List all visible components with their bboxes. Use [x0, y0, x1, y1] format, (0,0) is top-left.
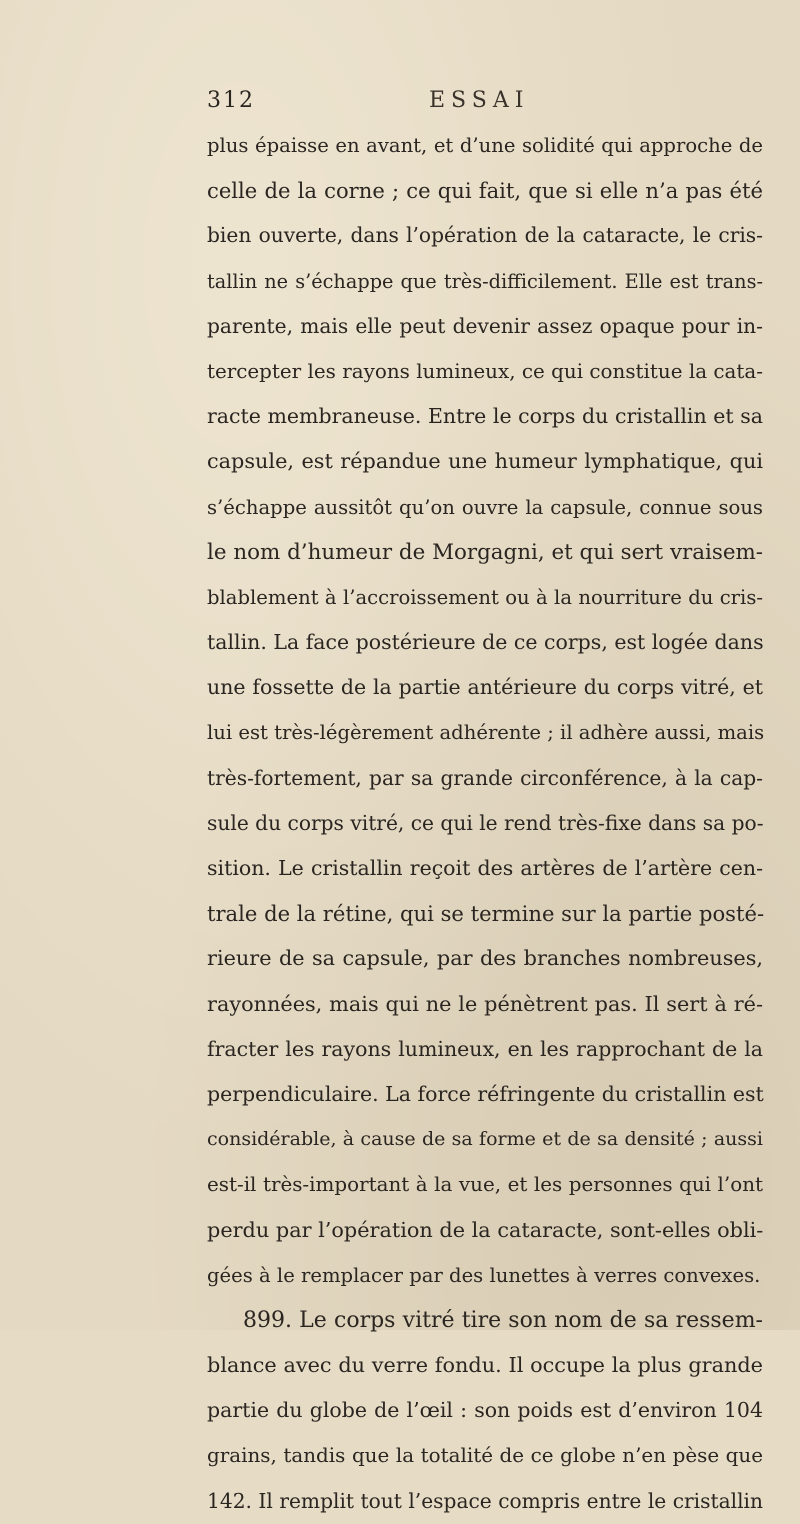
text-line: rieure de sa capsule, par des branches nombreuses,	[207, 946, 763, 971]
text-line: perdu par l’opération de la cataracte, sont-elles obli-	[207, 1217, 764, 1242]
text-line: bien ouverte, dans l’opération de la cataracte, le cris-	[207, 223, 763, 248]
text-line: sule du corps vitré, ce qui le rend très-fixe dans sa po-	[207, 810, 764, 835]
text-line: s’échappe aussitôt qu’on ouvre la capsule, connue sous	[207, 495, 763, 519]
text-line: 142. Il remplit tout l’espace compris entre le cristallin	[207, 1488, 763, 1513]
text-line: grains, tandis que la totalité de ce globe n’en pèse que	[207, 1444, 763, 1468]
body-text	[207, 123, 763, 1524]
text-line: plus épaisse en avant, et d’une solidité qui approche de	[207, 134, 763, 157]
text-line: fracter les rayons lumineux, en les rapprochant de la	[207, 1036, 763, 1061]
text-line: tercepter les rayons lumineux, ce qui constitue la cata-	[207, 359, 763, 383]
page-number: 312	[207, 88, 255, 113]
text-line: parente, mais elle peut devenir assez opaque pour in-	[207, 313, 763, 338]
text-line: blablement à l’accroissement ou à la nourriture du cris-	[207, 585, 763, 609]
text-line: gées à le remplacer par des lunettes à verres convexes.	[207, 1263, 761, 1287]
text-line: lui est très-légèrement adhérente ; il adhère aussi, mais	[207, 721, 765, 745]
text-line: celle de la corne ; ce qui fait, que si elle n’a pas été	[207, 178, 763, 204]
text-line: très-fortement, par sa grande circonférence, à la cap-	[207, 765, 763, 790]
section-start-line: 899. Le corps vitré tire son nom de sa ressem-	[243, 1307, 763, 1333]
text-line: une fossette de la partie antérieure du corps vitré, et	[207, 675, 763, 700]
text-line: considérable, à cause de sa forme et de sa densité ; aussi	[207, 1128, 763, 1151]
text-line: racte membraneuse. Entre le corps du cristallin et sa	[207, 404, 763, 429]
text-line: tallin ne s’échappe que très-difficilement. Elle est trans-	[207, 269, 763, 293]
text-line: blance avec du verre fondu. Il occupe la plus grande	[207, 1353, 763, 1378]
text-line: rayonnées, mais qui ne le pénètrent pas. Il sert à ré-	[207, 991, 763, 1016]
text-line: perpendiculaire. La force réfringente du cristallin est	[207, 1081, 764, 1106]
text-line: trale de la rétine, qui se termine sur la partie posté-	[207, 901, 765, 927]
running-title: ESSAI	[429, 88, 530, 113]
text-line: sition. Le cristallin reçoit des artères de l’artère cen-	[207, 856, 763, 880]
page-header	[207, 88, 677, 128]
text-line: partie du globe de l’œil : son poids est d’environ 104	[207, 1398, 763, 1423]
text-line: est-il très-important à la vue, et les personnes qui l’ont	[207, 1173, 763, 1197]
text-line: tallin. La face postérieure de ce corps, est logée dans	[207, 630, 764, 655]
text-line: capsule, est répandue une humeur lymphatique, qui	[207, 449, 763, 474]
text-line: le nom d’humeur de Morgagni, et qui sert vraisem-	[207, 539, 763, 565]
